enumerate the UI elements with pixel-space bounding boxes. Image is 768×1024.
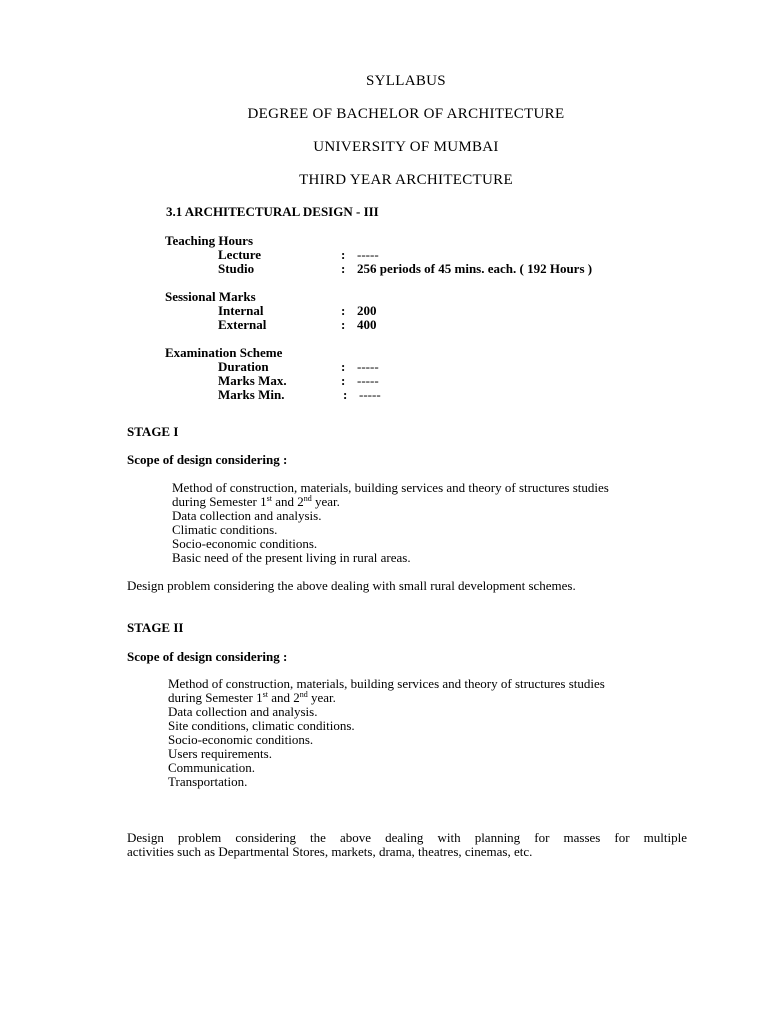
internal-label: Internal <box>218 303 264 318</box>
stage-1-item: Data collection and analysis. <box>172 508 322 523</box>
stage-2-item: Site conditions, climatic conditions. <box>168 718 355 733</box>
duration-label: Duration <box>218 359 269 374</box>
stage-2-item-1b-mid: and 2 <box>267 690 300 705</box>
studio-value: 256 periods of 45 mins. each. ( 192 Hours ) <box>357 261 593 276</box>
stage-2-item-1a: Method of construction, materials, building services and theory of structures studies <box>168 676 605 691</box>
marks-min-value: ----- <box>359 387 381 402</box>
stage-1-scope: Scope of design considering : <box>127 452 288 467</box>
marks-min-colon: : <box>343 387 348 402</box>
stage-1-item: Basic need of the present living in rural areas. <box>172 550 411 565</box>
external-value: 400 <box>357 317 377 332</box>
stage-1-title: STAGE I <box>127 424 179 439</box>
duration-colon: : <box>341 359 346 374</box>
stage-2-item-1b-post: year. <box>307 690 336 705</box>
internal-colon: : <box>341 303 346 318</box>
stage-2-problem-line-1: Design problem considering the above dealing with planning for masses for multiple <box>127 830 687 845</box>
lecture-colon: : <box>341 247 346 262</box>
stage-2-item: Socio-economic conditions. <box>168 732 314 747</box>
stage-2-sup-st: st <box>262 690 268 699</box>
stage-1-item-1a: Method of construction, materials, building services and theory of structures studies <box>172 480 609 495</box>
stage-2-item: Data collection and analysis. <box>168 704 318 719</box>
duration-value: ----- <box>357 359 379 374</box>
stage-1-sup-st: st <box>266 494 272 503</box>
stage-1-item-1b <box>172 495 340 508</box>
lecture-label: Lecture <box>218 247 262 262</box>
stage-2-title: STAGE II <box>127 620 184 635</box>
internal-value: 200 <box>357 303 377 318</box>
marks-max-colon: : <box>341 373 346 388</box>
studio-label: Studio <box>218 261 255 276</box>
stage-2-item: Communication. <box>168 760 256 775</box>
stage-2-scope: Scope of design considering : <box>127 649 288 664</box>
lecture-value: ----- <box>357 247 379 262</box>
marks-min-label: Marks Min. <box>218 387 285 402</box>
external-colon: : <box>341 317 346 332</box>
stage-2-sup-nd: nd <box>299 690 308 699</box>
marks-max-label: Marks Max. <box>218 373 287 388</box>
stage-2-item-1b <box>168 691 336 704</box>
studio-colon: : <box>341 261 346 276</box>
stage-1-item: Socio-economic conditions. <box>172 536 318 551</box>
external-label: External <box>218 317 267 332</box>
stage-1-problem: Design problem considering the above dealing with small rural development schemes. <box>127 578 576 593</box>
stage-1-item-1b-post: year. <box>311 494 340 509</box>
teaching-hours-label: Teaching Hours <box>165 233 254 248</box>
examination-scheme-label: Examination Scheme <box>165 345 283 360</box>
stage-1-item: Climatic conditions. <box>172 522 278 537</box>
stage-2-item: Transportation. <box>168 774 248 789</box>
stage-1-item-1b-mid: and 2 <box>271 494 304 509</box>
sessional-marks-label: Sessional Marks <box>165 289 256 304</box>
stage-1-item-1b-pre: during Semester 1 <box>172 494 267 509</box>
course-heading: 3.1 ARCHITECTURAL DESIGN - III <box>166 204 379 219</box>
year-title: THIRD YEAR ARCHITECTURE <box>299 172 513 188</box>
stage-2-item-1b-pre: during Semester 1 <box>168 690 263 705</box>
marks-max-value: ----- <box>357 373 379 388</box>
stage-2-problem-line-2: activities such as Departmental Stores, markets, drama, theatres, cinemas, etc. <box>127 844 533 859</box>
stage-1-sup-nd: nd <box>303 494 312 503</box>
degree-title: DEGREE OF BACHELOR OF ARCHITECTURE <box>247 106 565 122</box>
university-title: UNIVERSITY OF MUMBAI <box>313 139 499 155</box>
doc-title: SYLLABUS <box>366 73 446 89</box>
stage-2-item: Users requirements. <box>168 746 272 761</box>
